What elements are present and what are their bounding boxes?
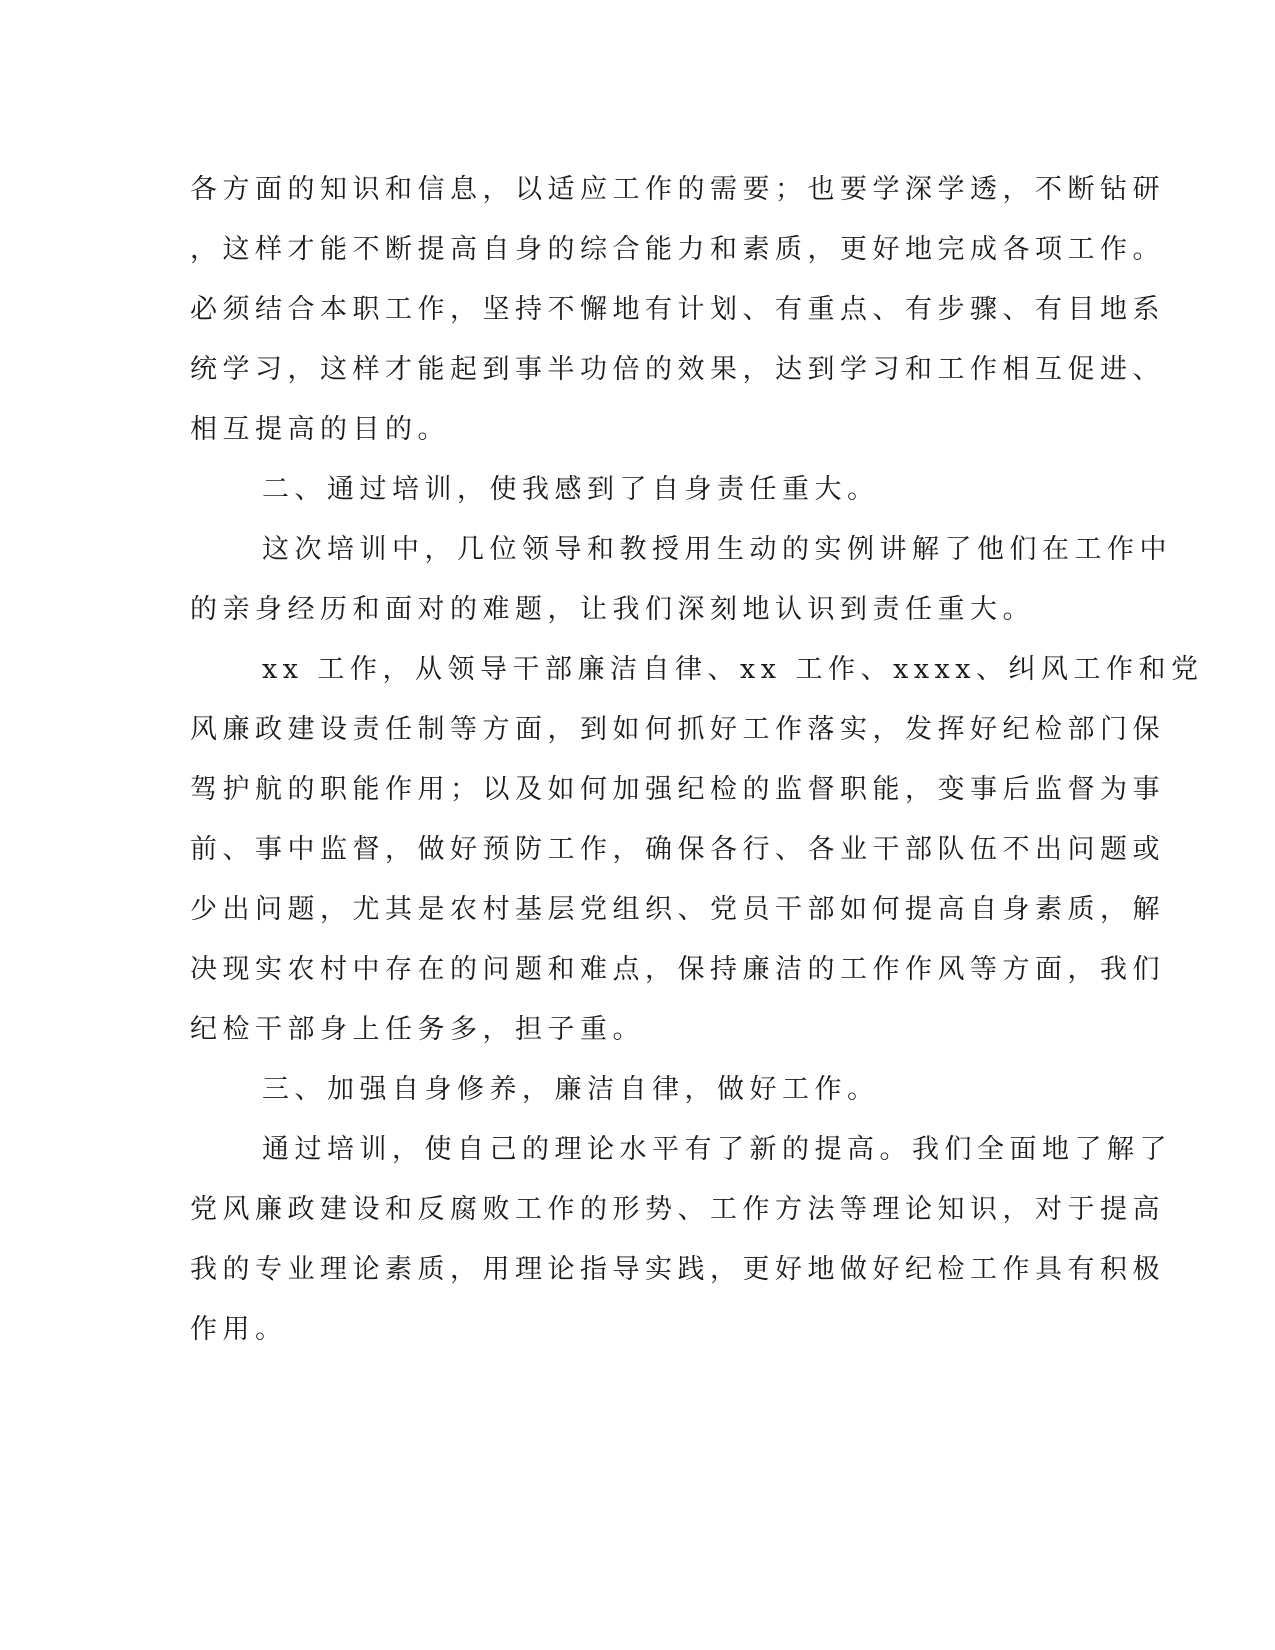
paragraph-line: 通过培训，使自己的理论水平有了新的提高。我们全面地了解了 (262, 1134, 1172, 1165)
paragraph-line: 的亲身经历和面对的难题，让我们深刻地认识到责任重大。 (190, 594, 1035, 625)
paragraph-line: 必须结合本职工作，坚持不懈地有计划、有重点、有步骤、有目地系 (190, 294, 1165, 325)
document-body (190, 160, 1204, 1360)
paragraph-line: 相互提高的目的。 (190, 414, 450, 445)
paragraph-line: xx 工作，从领导干部廉洁自律、xx 工作、xxxx、纠风工作和党 (262, 654, 1204, 685)
paragraph-line: 统学习，这样才能起到事半功倍的效果，达到学习和工作相互促进、 (190, 354, 1165, 385)
paragraph-line: 少出问题，尤其是农村基层党组织、党员干部如何提高自身素质，解 (190, 894, 1165, 925)
paragraph-line: 这次培训中，几位领导和教授用生动的实例讲解了他们在工作中 (262, 534, 1172, 565)
paragraph-line: 前、事中监督，做好预防工作，确保各行、各业干部队伍不出问题或 (190, 834, 1165, 865)
paragraph-line: 各方面的知识和信息，以适应工作的需要；也要学深学透，不断钻研 (190, 174, 1165, 205)
paragraph-line: 作用。 (190, 1314, 288, 1345)
paragraph-line: 纪检干部身上任务多，担子重。 (190, 1014, 645, 1045)
section-heading: 三、加强自身修养，廉洁自律，做好工作。 (262, 1074, 880, 1105)
paragraph-line: 党风廉政建设和反腐败工作的形势、工作方法等理论知识，对于提高 (190, 1194, 1165, 1225)
paragraph-line: ，这样才能不断提高自身的综合能力和素质，更好地完成各项工作。 (190, 234, 1165, 265)
paragraph-line: 决现实农村中存在的问题和难点，保持廉洁的工作作风等方面，我们 (190, 954, 1165, 985)
paragraph-line: 风廉政建设责任制等方面，到如何抓好工作落实，发挥好纪检部门保 (190, 714, 1165, 745)
paragraph-line: 我的专业理论素质，用理论指导实践，更好地做好纪检工作具有积极 (190, 1254, 1165, 1285)
paragraph-line: 驾护航的职能作用；以及如何加强纪检的监督职能，变事后监督为事 (190, 774, 1165, 805)
section-heading: 二、通过培训，使我感到了自身责任重大。 (262, 474, 880, 505)
